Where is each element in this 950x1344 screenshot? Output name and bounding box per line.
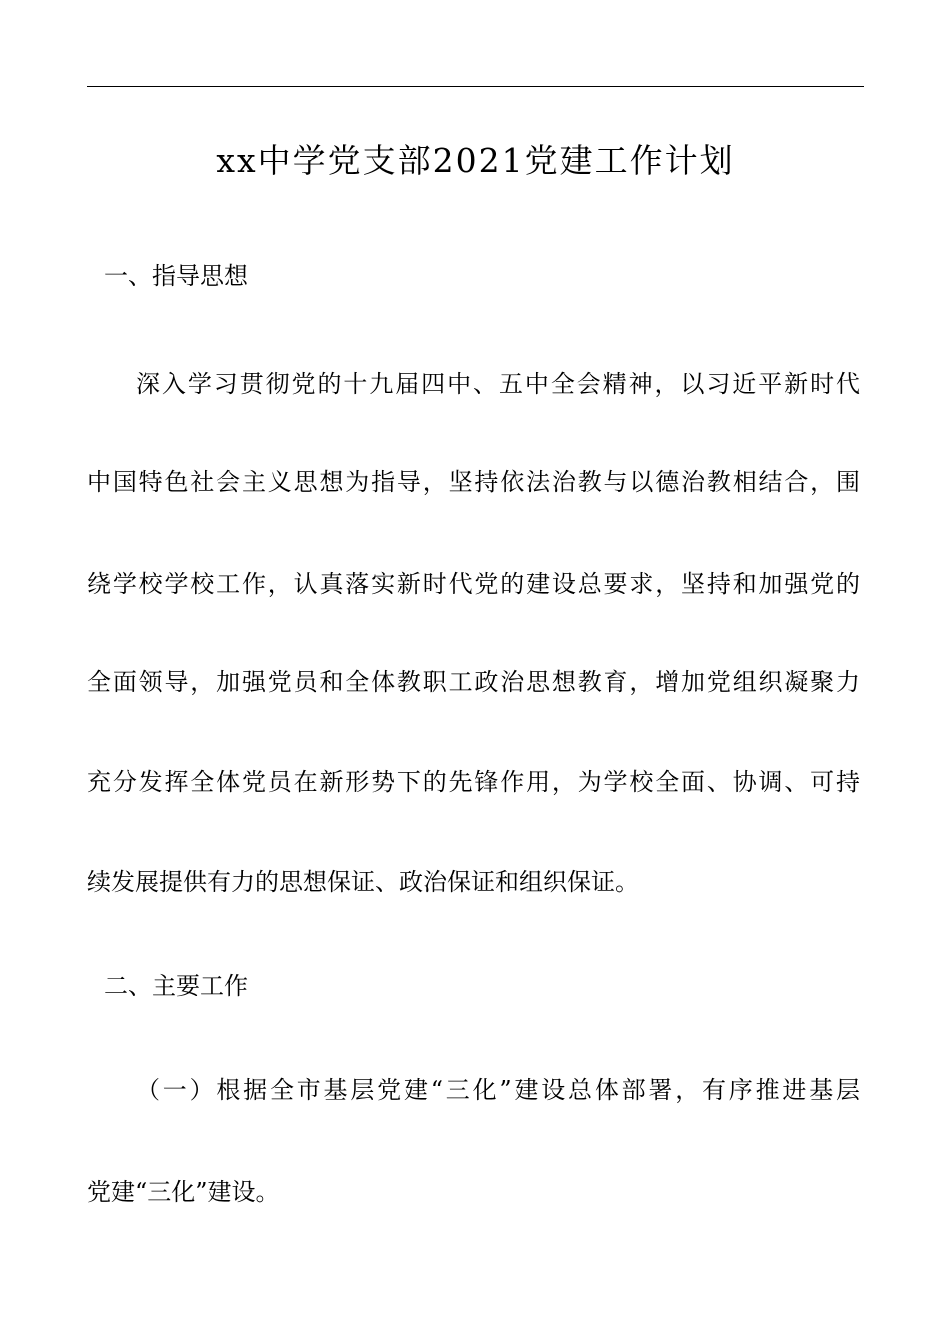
document-title: xx中学党支部2021党建工作计划 bbox=[216, 141, 735, 180]
paragraph-line: 充分发挥全体党员在新形势下的先锋作用，为学校全面、协调、可持 bbox=[87, 768, 860, 796]
paragraph-line: （一）根据全市基层党建“三化”建设总体部署，有序推进基层 bbox=[136, 1076, 860, 1104]
paragraph-line: 党建“三化”建设。 bbox=[87, 1178, 280, 1206]
paragraph-line: 深入学习贯彻党的十九届四中、五中全会精神，以习近平新时代 bbox=[136, 370, 860, 398]
paragraph-line: 续发展提供有力的思想保证、政治保证和组织保证。 bbox=[87, 868, 639, 896]
paragraph-line: 绕学校学校工作，认真落实新时代党的建设总要求，坚持和加强党的 bbox=[87, 570, 860, 598]
section-heading-main-work: 二、主要工作 bbox=[104, 972, 248, 1000]
header-rule bbox=[87, 86, 864, 87]
paragraph-line: 中国特色社会主义思想为指导，坚持依法治教与以德治教相结合，围 bbox=[87, 468, 860, 496]
section-heading-guiding-ideology: 一、指导思想 bbox=[104, 262, 248, 290]
paragraph-line: 全面领导，加强党员和全体教职工政治思想教育，增加党组织凝聚力 bbox=[87, 668, 860, 696]
